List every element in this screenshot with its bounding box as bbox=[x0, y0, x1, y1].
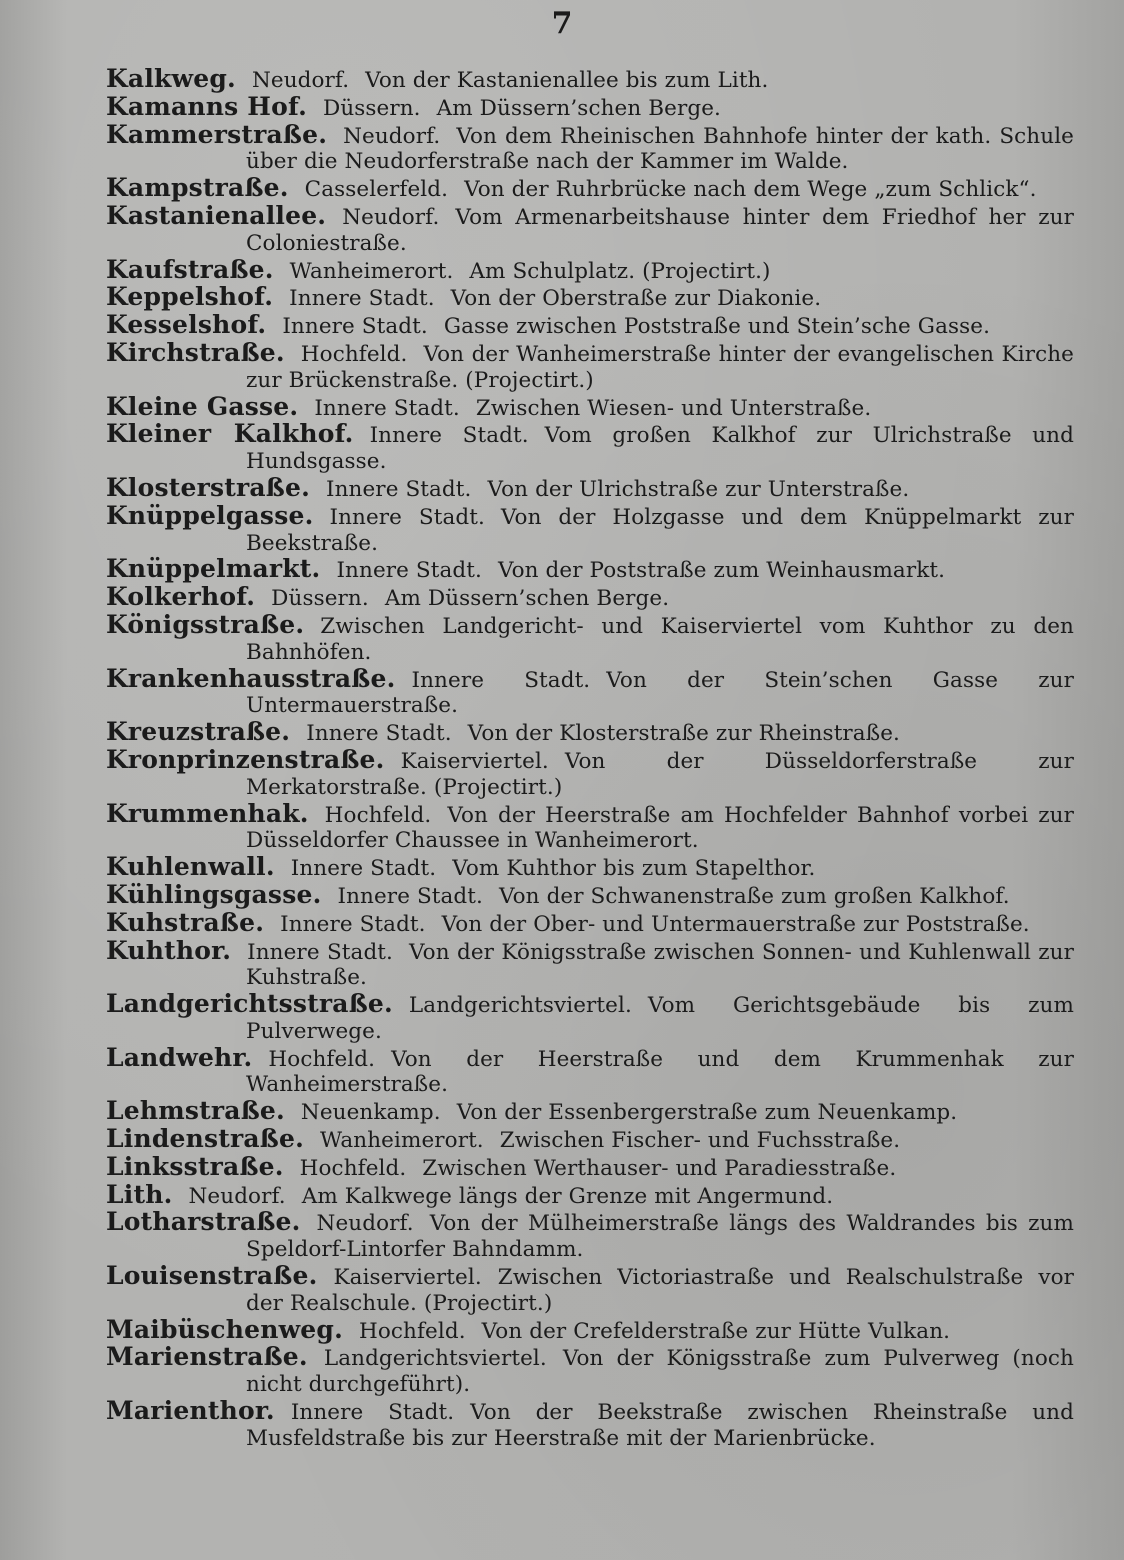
street-description: Von der Klosterstraße zur Rheinstraße. bbox=[467, 721, 900, 747]
street-description: Am Düssern’schen Berge. bbox=[384, 586, 670, 612]
district: Innere Stadt. bbox=[369, 423, 529, 449]
street-description: Von der Kastanienallee bis zum Lith. bbox=[365, 68, 769, 93]
street-entries-list bbox=[106, 66, 1074, 1452]
street-entry bbox=[106, 584, 1074, 612]
street-description: Von der Königsstraße zum Pulverweg (noch nicht durchgeführt). bbox=[246, 1346, 1074, 1398]
street-entry bbox=[106, 879, 1074, 910]
street-name: Kühlingsgasse. bbox=[106, 879, 322, 909]
street-name: Maibüschenweg. bbox=[106, 1314, 343, 1344]
district: Landgerichtsviertel. bbox=[323, 1346, 547, 1372]
district: Innere Stadt. bbox=[280, 911, 426, 937]
street-description: Von der Essenbergerstraße zum Neuenkamp. bbox=[456, 1100, 958, 1126]
street-entry bbox=[106, 609, 1074, 666]
street-name: Kleiner Kalkhof. bbox=[106, 419, 354, 449]
district: Wanheimerort. bbox=[289, 258, 454, 284]
district: Innere Stadt. bbox=[247, 939, 393, 965]
street-description: Vom Armenarbeitshause hinter dem Friedhof her zur Coloniestraße. bbox=[246, 204, 1074, 256]
street-description: Vom Gerichtsgebäude bis zum Pulverwege. bbox=[246, 993, 1074, 1044]
street-name: Kaufstraße. bbox=[106, 254, 274, 284]
street-name: Kuhstraße. bbox=[106, 907, 265, 937]
district: Innere Stadt. bbox=[326, 476, 472, 502]
street-entry bbox=[106, 175, 1074, 203]
street-description: Gasse zwischen Poststraße und Stein’sche Gasse. bbox=[443, 314, 991, 340]
district: Hochfeld. bbox=[300, 341, 408, 367]
street-description: Zwischen Landgericht- und Kaiserviertel vom Kuhthor zu den Bahnhöfen. bbox=[246, 613, 1074, 665]
street-description: Von der Ulrichstraße zur Unterstraße. bbox=[487, 476, 910, 502]
district: Neudorf. bbox=[251, 68, 350, 93]
street-entry bbox=[106, 1344, 1074, 1398]
street-entry bbox=[106, 1314, 1074, 1345]
district: Innere Stadt. bbox=[329, 504, 485, 530]
street-entry bbox=[106, 200, 1074, 257]
street-description: Vom großen Kalkhof zur Ulrichstraße und Hundsgasse. bbox=[246, 423, 1074, 475]
street-name: Knüppelmarkt. bbox=[106, 554, 321, 584]
street-description: Von der Crefelderstraße zur Hütte Vulkan. bbox=[481, 1318, 951, 1344]
street-entry bbox=[106, 744, 1074, 801]
street-entry bbox=[106, 798, 1074, 855]
street-name: Kolkerhof. bbox=[106, 582, 256, 612]
page-number: 7 bbox=[551, 6, 573, 41]
street-entry bbox=[106, 421, 1074, 475]
street-description: Zwischen Werthauser- und Paradiesstraße. bbox=[422, 1155, 897, 1181]
district: Wanheimerort. bbox=[320, 1128, 484, 1154]
street-name: Kuhthor. bbox=[106, 935, 232, 965]
street-name: Linksstraße. bbox=[106, 1151, 284, 1181]
street-description: Von der Düsseldorferstraße zur Merkatorstraße. (Projectirt.) bbox=[246, 748, 1074, 800]
street-description: Von der Ruhrbrücke nach dem Wege „zum Schlick“. bbox=[464, 177, 1037, 203]
street-entry bbox=[106, 119, 1074, 176]
district: Neudorf. bbox=[343, 123, 441, 149]
district: Kaiserviertel. bbox=[400, 748, 549, 774]
street-name: Kuhlenwall. bbox=[106, 852, 275, 882]
street-entry bbox=[106, 66, 1074, 94]
district: Neudorf. bbox=[188, 1183, 286, 1209]
street-name: Kalkweg. bbox=[106, 64, 236, 93]
street-entry bbox=[106, 556, 1074, 584]
street-entry bbox=[106, 991, 1074, 1045]
street-name: Königsstraße. bbox=[106, 609, 305, 639]
street-description: Von der Schwanenstraße zum großen Kalkhof. bbox=[498, 883, 1010, 909]
street-description: Von der Heerstraße und dem Krummenhak zur Wanheimerstraße. bbox=[246, 1046, 1074, 1098]
district: Casselerfeld. bbox=[304, 177, 449, 203]
district: Hochfeld. bbox=[324, 802, 432, 828]
street-description: Zwischen Fischer- und Fuchsstraße. bbox=[499, 1128, 901, 1154]
street-entry bbox=[106, 472, 1074, 503]
street-entry bbox=[106, 1179, 1074, 1210]
street-description: Von der Königsstraße zwischen Sonnen- und Kuhlenwall zur Kuhstraße. bbox=[246, 939, 1074, 991]
street-entry bbox=[106, 91, 1074, 122]
street-entry bbox=[106, 1151, 1074, 1182]
street-name: Kampstraße. bbox=[106, 173, 289, 203]
district: Innere Stadt. bbox=[337, 883, 483, 909]
street-name: Landgerichtsstraße. bbox=[106, 989, 393, 1019]
district: Innere Stadt. bbox=[306, 721, 452, 747]
street-description: Von der Mülheimerstraße längs des Waldrandes bis zum Speldorf-Lintorfer Bahndamm. bbox=[246, 1211, 1074, 1263]
district: Innere Stadt. bbox=[290, 1400, 455, 1426]
street-name: Keppelshof. bbox=[106, 282, 274, 312]
street-name: Lehmstraße. bbox=[106, 1096, 285, 1126]
district: Kaiserviertel. bbox=[333, 1265, 482, 1291]
street-entry bbox=[106, 337, 1074, 394]
street-description: Von der Heerstraße am Hochfelder Bahnhof vorbei zur Düsseldorfer Chaussee in Wanheimerort. bbox=[246, 802, 1074, 854]
street-name: Landwehr. bbox=[106, 1042, 253, 1072]
street-name: Kleine Gasse. bbox=[106, 391, 299, 421]
street-name: Krankenhausstraße. bbox=[106, 663, 396, 693]
street-entry bbox=[106, 1126, 1074, 1154]
street-name: Klosterstraße. bbox=[106, 472, 310, 502]
street-description: Am Kalkwege längs der Grenze mit Angermund. bbox=[301, 1183, 834, 1209]
street-description: Zwischen Victoriastraße und Realschulstraße vor der Realschule. (Projectirt.) bbox=[246, 1265, 1074, 1316]
district: Neudorf. bbox=[342, 204, 440, 230]
district: Düssern. bbox=[322, 95, 421, 121]
street-entry bbox=[106, 1042, 1074, 1099]
street-name: Lotharstraße. bbox=[106, 1207, 301, 1237]
street-entry bbox=[106, 719, 1074, 747]
street-name: Marienstraße. bbox=[106, 1342, 308, 1372]
district: Innere Stadt. bbox=[411, 667, 591, 693]
street-entry bbox=[106, 663, 1074, 720]
street-entry bbox=[106, 1398, 1074, 1452]
district: Innere Stadt. bbox=[282, 314, 428, 340]
street-entry bbox=[106, 312, 1074, 340]
street-description: Von der Wanheimerstraße hinter der evangelischen Kirche zur Brückenstraße. (Projectirt.) bbox=[246, 341, 1074, 393]
district: Hochfeld. bbox=[268, 1046, 376, 1072]
district: Hochfeld. bbox=[359, 1318, 466, 1344]
street-entry bbox=[106, 1263, 1074, 1317]
street-name: Kammerstraße. bbox=[106, 119, 328, 149]
street-name: Lindenstraße. bbox=[106, 1124, 305, 1154]
street-name: Lith. bbox=[106, 1179, 173, 1209]
street-entry bbox=[106, 391, 1074, 422]
street-description: Von der Ober- und Untermauerstraße zur Poststraße. bbox=[441, 911, 1030, 937]
street-name: Krummenhak. bbox=[106, 798, 309, 828]
district: Innere Stadt. bbox=[290, 856, 437, 882]
street-description: Von der Oberstraße zur Diakonie. bbox=[450, 286, 822, 312]
district: Hochfeld. bbox=[299, 1155, 407, 1181]
street-name: Kronprinzenstraße. bbox=[106, 744, 385, 774]
street-description: Am Düssern’schen Berge. bbox=[436, 95, 721, 121]
district: Innere Stadt. bbox=[336, 558, 482, 584]
street-name: Kesselshof. bbox=[106, 310, 267, 340]
street-description: Zwischen Wiesen- und Unterstraße. bbox=[475, 395, 872, 421]
district: Neudorf. bbox=[316, 1211, 414, 1237]
street-name: Kreuzstraße. bbox=[106, 717, 291, 747]
street-name: Kastanienallee. bbox=[106, 200, 327, 230]
district: Düssern. bbox=[271, 586, 369, 612]
street-entry bbox=[106, 935, 1074, 992]
street-name: Kirchstraße. bbox=[106, 337, 285, 367]
street-name: Louisenstraße. bbox=[106, 1261, 318, 1291]
street-entry bbox=[106, 1209, 1074, 1263]
street-entry bbox=[106, 1098, 1074, 1126]
street-description: Von der Beekstraße zwischen Rheinstraße und Musfeldstraße bis zur Heerstraße mit der Marienbrücke. bbox=[246, 1400, 1074, 1451]
street-description: Von der Stein’schen Gasse zur Untermauerstraße. bbox=[246, 667, 1074, 719]
street-description: Von dem Rheinischen Bahnhofe hinter der kath. Schule über die Neudorferstraße nach der Kammer im Walde. bbox=[246, 123, 1074, 175]
street-entry bbox=[106, 907, 1074, 938]
district: Innere Stadt. bbox=[314, 395, 460, 421]
street-name: Kamanns Hof. bbox=[106, 91, 307, 121]
street-description: Am Schulplatz. (Projectirt.) bbox=[469, 258, 771, 284]
street-name: Marienthor. bbox=[106, 1396, 275, 1426]
street-entry bbox=[106, 854, 1074, 882]
district: Innere Stadt. bbox=[289, 286, 435, 312]
street-entry bbox=[106, 500, 1074, 557]
street-description: Von der Poststraße zum Weinhausmarkt. bbox=[497, 558, 946, 584]
district: Neuenkamp. bbox=[300, 1100, 441, 1126]
street-entry bbox=[106, 254, 1074, 285]
street-description: Vom Kuhthor bis zum Stapelthor. bbox=[452, 856, 816, 882]
district: Landgerichtsviertel. bbox=[408, 993, 632, 1019]
street-name: Knüppelgasse. bbox=[106, 500, 314, 530]
street-entry bbox=[106, 284, 1074, 312]
street-description: Von der Holzgasse und dem Knüppelmarkt zur Beekstraße. bbox=[246, 504, 1074, 556]
